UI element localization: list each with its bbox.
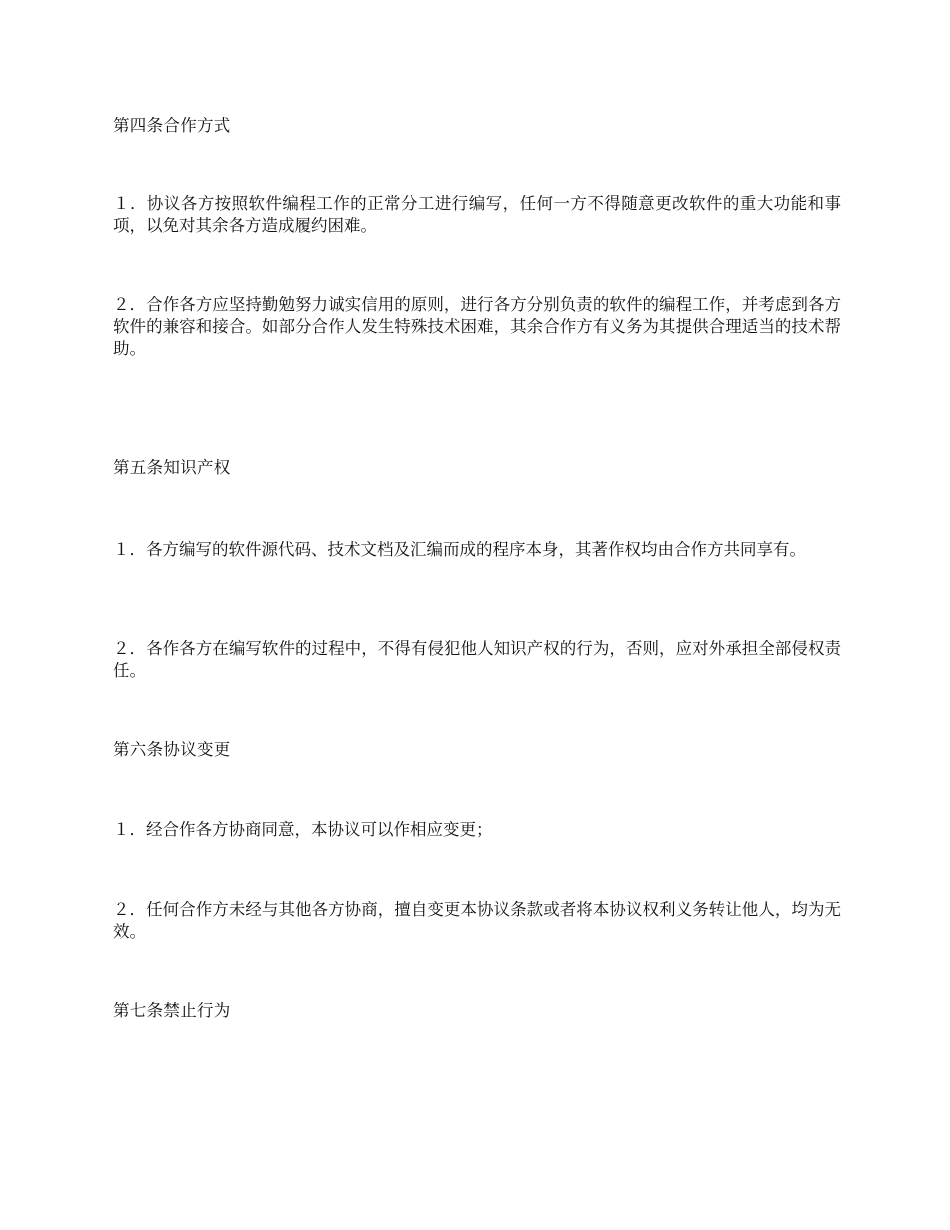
section-5-paragraph-1: １．各方编写的软件源代码、技术文档及汇编而成的程序本身，其著作权均由合作方共同享有。 bbox=[113, 540, 806, 559]
section-6-paragraph-1: １．经合作各方协商同意，本协议可以作相应变更； bbox=[113, 820, 493, 839]
section-4-paragraph-1: １．协议各方按照软件编程工作的正常分工进行编写，任何一方不得随意更改软件的重大功能和事项，以免对其余各方造成履约困难。 bbox=[113, 194, 841, 235]
section-5-paragraph-2: ２．各作各方在编写软件的过程中，不得有侵犯他人知识产权的行为，否则，应对外承担全部侵权责任。 bbox=[113, 639, 841, 680]
section-heading-6: 第六条协议变更 bbox=[113, 740, 231, 759]
section-heading-4: 第四条合作方式 bbox=[113, 116, 231, 135]
section-6-paragraph-2: ２．任何合作方未经与其他各方协商，擅自变更本协议条款或者将本协议权利义务转让他人，均为无效。 bbox=[113, 900, 841, 941]
section-heading-5: 第五条知识产权 bbox=[113, 458, 231, 477]
section-4-paragraph-2: ２．合作各方应坚持勤勉努力诚实信用的原则，进行各方分别负责的软件的编程工作，并考虑到各方软件的兼容和接合。如部分合作人发生特殊技术困难，其余合作方有义务为其提供合理适当的技术帮助。 bbox=[113, 295, 841, 358]
section-heading-7: 第七条禁止行为 bbox=[113, 1001, 231, 1020]
